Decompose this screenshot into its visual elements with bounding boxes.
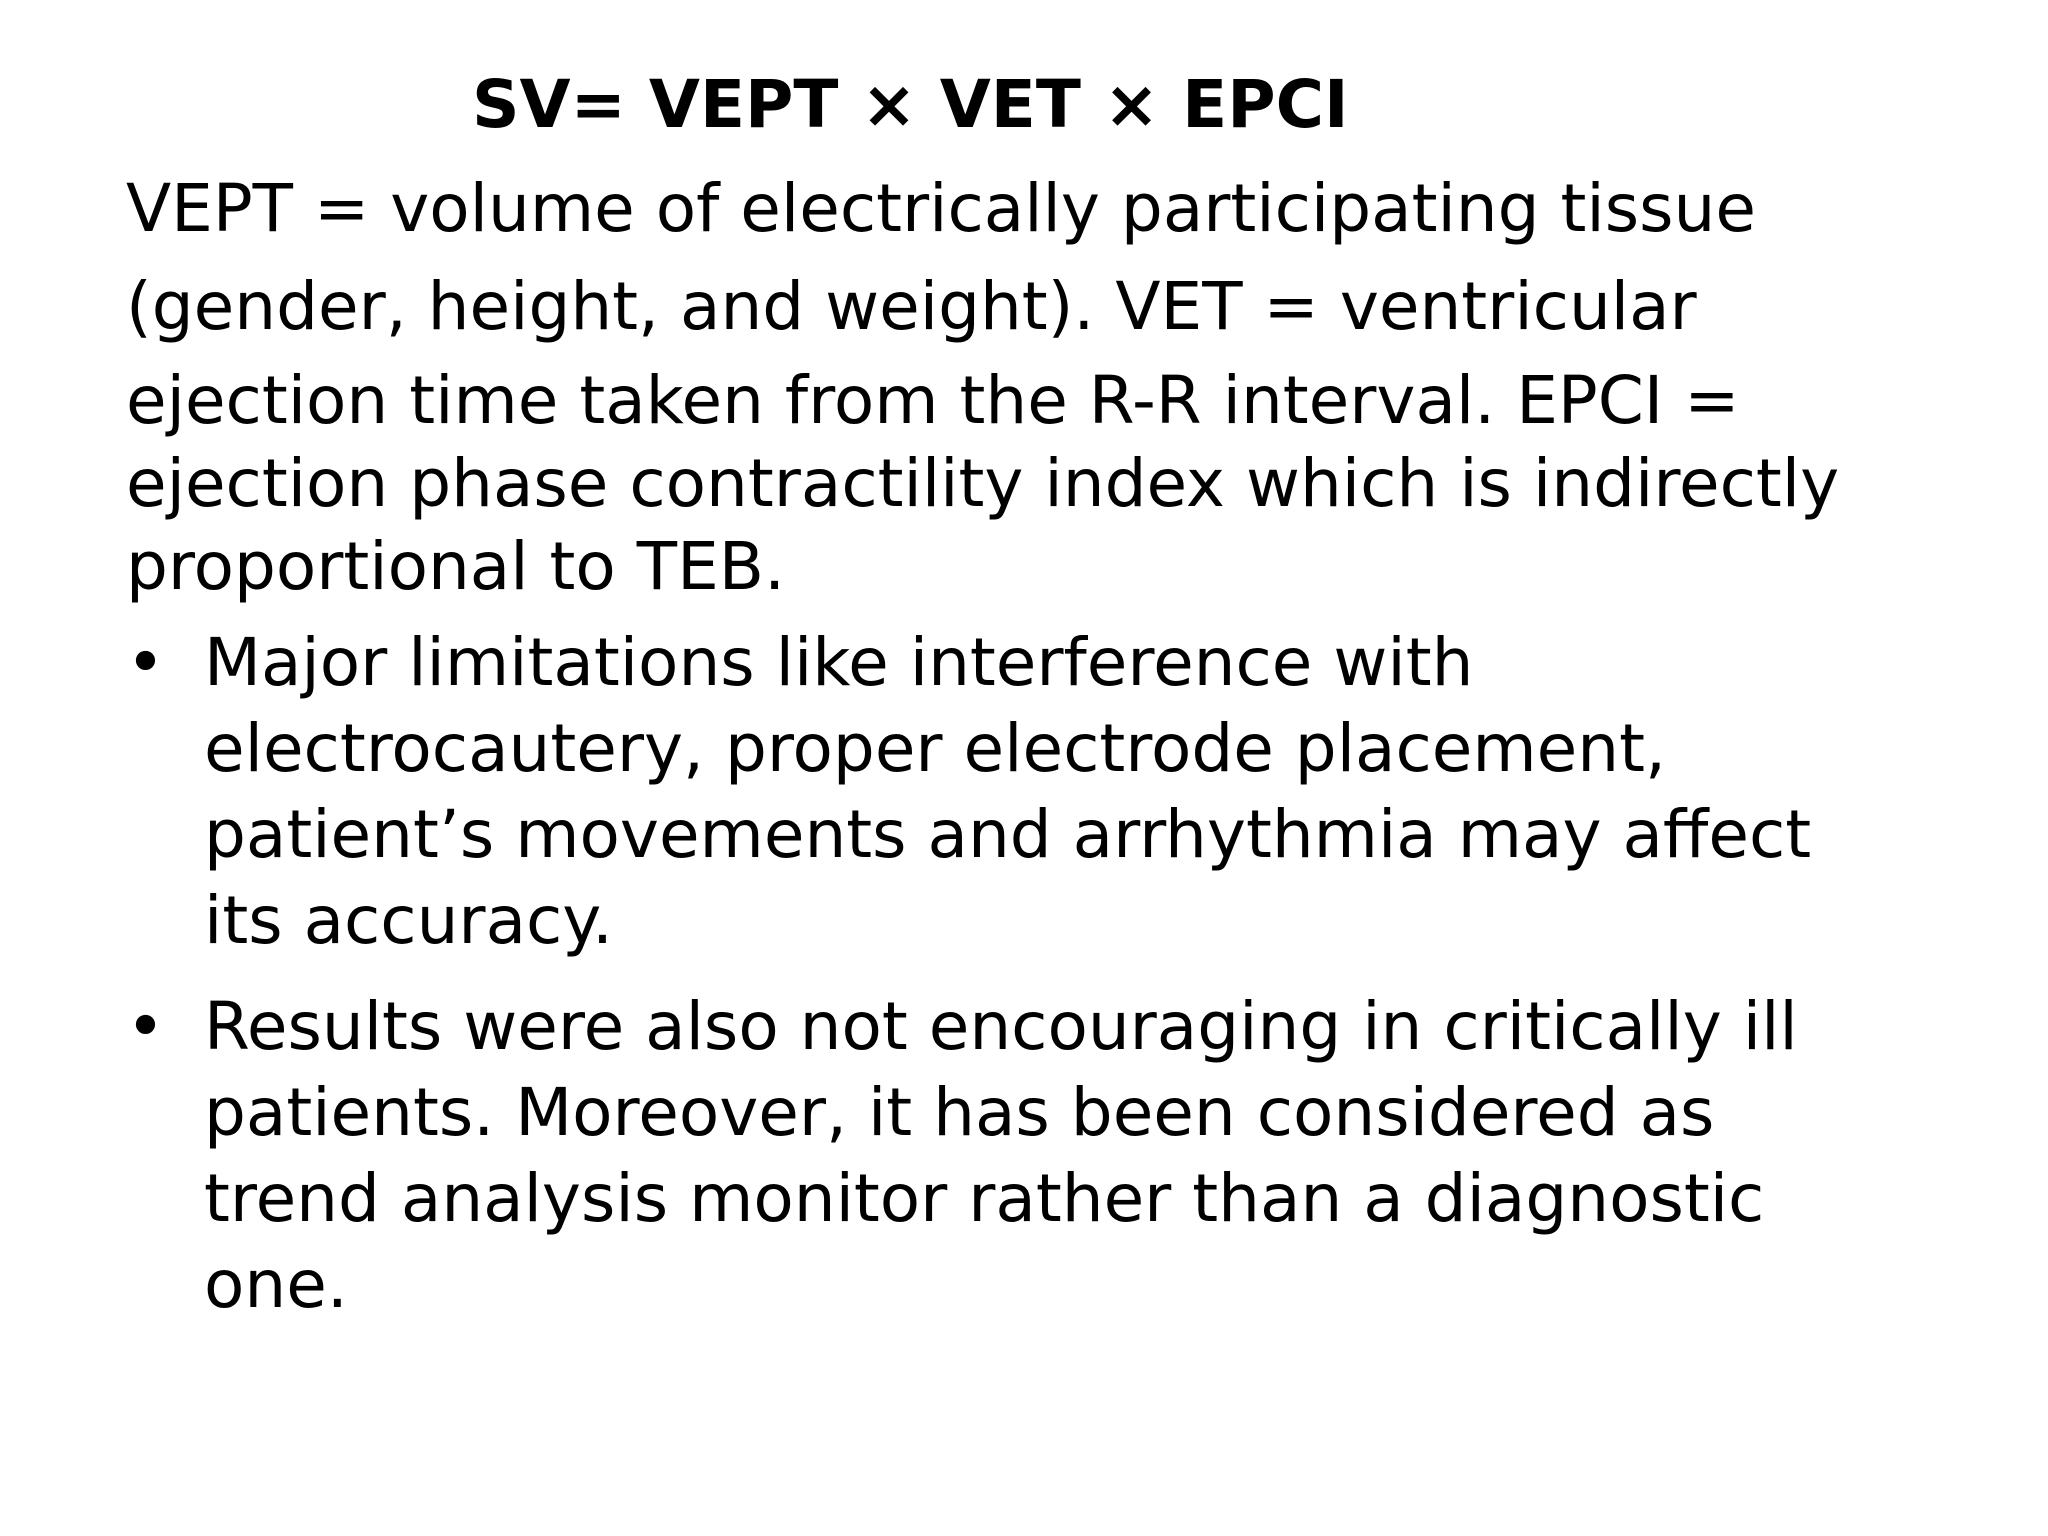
bullet-line: Major limitations like interference with (204, 624, 1474, 701)
bullet-dot-icon: • (126, 988, 165, 1065)
bullet-line: one. (204, 1246, 348, 1323)
bullet-line: patients. Moreover, it has been considered as (204, 1074, 1715, 1151)
definition-paragraph (126, 163, 2006, 608)
bullet-line: its accuracy. (204, 882, 613, 959)
definition-line: (gender, height, and weight). VET = ventricular (126, 268, 1697, 345)
definition-line: ejection time taken from the R-R interval. EPCI = (126, 362, 1740, 439)
definition-line: proportional to TEB. (126, 528, 786, 605)
bullet-dot-icon: • (126, 624, 165, 701)
bullet-item-limitations (126, 620, 2016, 964)
bullet-line: electrocautery, proper electrode placement, (204, 710, 1666, 787)
definition-line: VEPT = volume of electrically participating tissue (126, 170, 1756, 247)
formula-heading: SV= VEPT × VET × EPCI (472, 66, 1349, 143)
bullet-line: trend analysis monitor rather than a diagnostic (204, 1160, 1765, 1237)
bullet-list (126, 620, 2016, 1348)
bullet-line: Results were also not encouraging in critically ill (204, 988, 1798, 1065)
definition-line: ejection phase contractility index which is indirectly (126, 445, 1840, 522)
bullet-item-results (126, 984, 2016, 1328)
bullet-line: patient’s movements and arrhythmia may affect (204, 796, 1812, 873)
